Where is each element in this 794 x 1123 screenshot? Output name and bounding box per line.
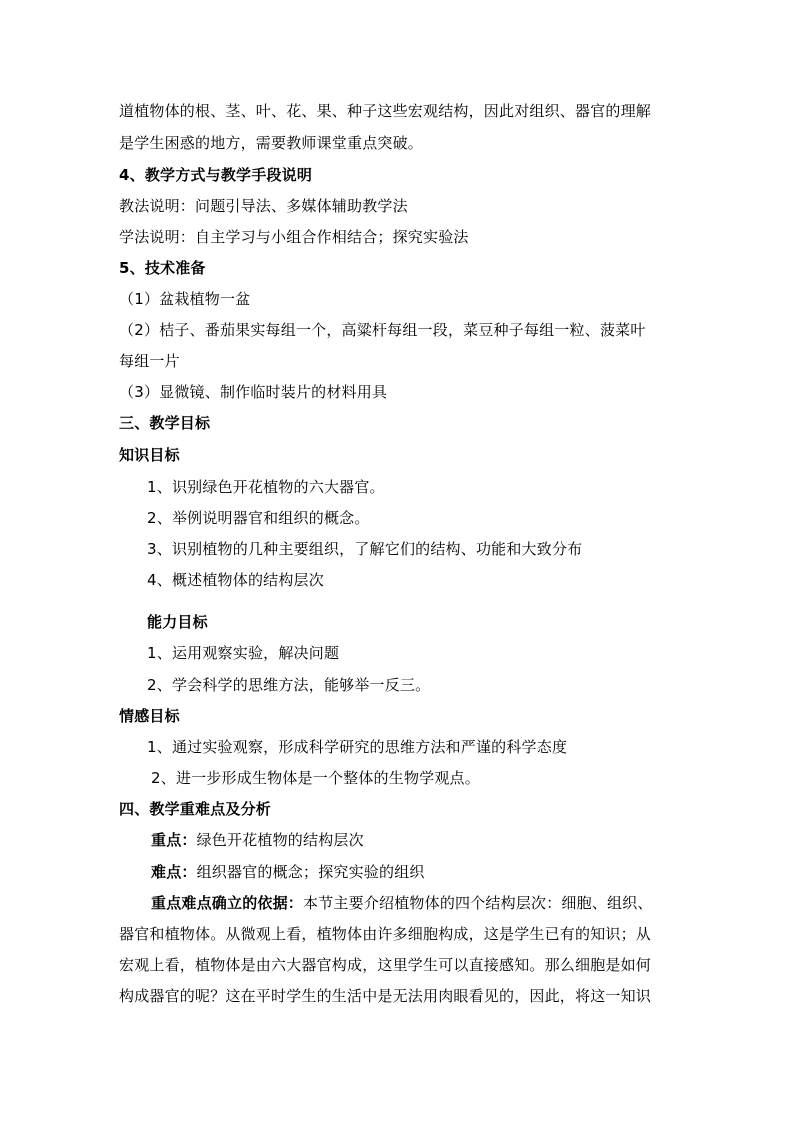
- key-point-text: 绿色开花植物的结构层次: [196, 831, 364, 849]
- list-item: 1、运用观察实验，解决问题: [147, 644, 340, 662]
- difficulty-text: 组织器官的概念；探究实验的组织: [196, 863, 425, 881]
- list-item: 2、学会科学的思维方法，能够举一反三。: [147, 676, 431, 694]
- difficulty-label: 难点：: [151, 863, 197, 881]
- text-line: 宏观上看，植物体是由六大器官构成，这里学生可以直接感知。那么细胞是如何: [119, 956, 652, 974]
- subheading: 情感目标: [119, 707, 180, 725]
- key-point-label: 重点：: [151, 831, 197, 849]
- basis-label: 重点难点确立的依据：: [151, 894, 304, 912]
- text-line: 构成器官的呢？这在平时学生的生活中是无法用肉眼看见的，因此，将这一知识: [119, 987, 652, 1005]
- basis-line: [151, 893, 653, 913]
- list-item: 2、进一步形成生物体是一个整体的生物学观点。: [151, 769, 480, 787]
- section-heading: 5、技术准备: [119, 259, 206, 277]
- list-item: （2）桔子、番茄果实每组一个，高粱杆每组一段，菜豆种子每组一粒、菠菜叶: [119, 321, 646, 339]
- list-item: 1、识别绿色开花植物的六大器官。: [147, 478, 385, 496]
- list-item: 2、举例说明器官和组织的概念。: [147, 509, 370, 527]
- difficulty-line: [151, 862, 425, 882]
- text-line: 教法说明：问题引导法、多媒体辅助教学法: [119, 197, 408, 215]
- list-item: 4、概述植物体的结构层次: [147, 571, 324, 589]
- text-line: 器官和植物体。从微观上看，植物体由许多细胞构成，这是学生已有的知识；从: [119, 925, 652, 943]
- section-heading: 四、教学重难点及分析: [119, 800, 272, 818]
- text-line: 学法说明：自主学习与小组合作相结合；探究实验法: [119, 228, 469, 246]
- list-item: （1）盆栽植物一盆: [119, 290, 251, 308]
- subheading: 能力目标: [147, 613, 208, 631]
- list-item: 1、通过实验观察，形成科学研究的思维方法和严谨的科学态度: [147, 738, 568, 756]
- list-item: 3、识别植物的几种主要组织，了解它们的结构、功能和大致分布: [147, 540, 583, 558]
- text-line: 每组一片: [119, 352, 180, 370]
- basis-text: 本节主要介绍植物体的四个结构层次：细胞、组织、: [303, 894, 653, 912]
- section-heading: 4、教学方式与教学手段说明: [119, 166, 313, 184]
- key-point-line: [151, 830, 364, 850]
- section-heading: 三、教学目标: [119, 414, 211, 432]
- text-line: 道植物体的根、茎、叶、花、果、种子这些宏观结构，因此对组织、器官的理解: [119, 102, 652, 120]
- list-item: （3）显微镜、制作临时装片的材料用具: [119, 383, 388, 401]
- text-line: 是学生困惑的地方，需要教师课堂重点突破。: [119, 134, 424, 152]
- subheading: 知识目标: [119, 446, 180, 464]
